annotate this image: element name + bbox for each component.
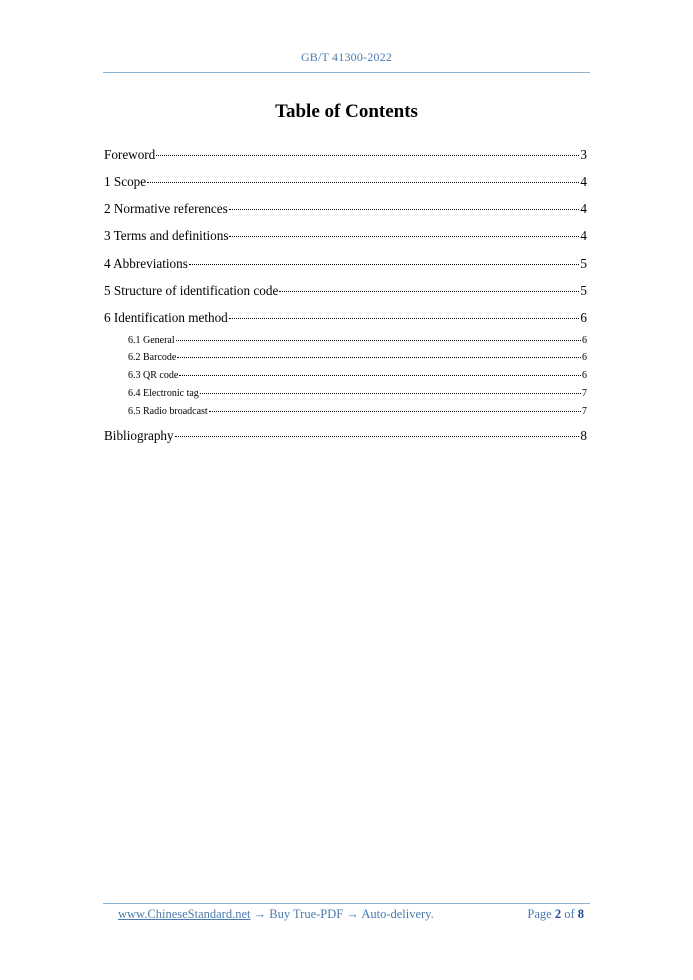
toc-entry-label: 6.1 General [128,335,175,346]
toc-entry-foreword[interactable] [104,147,587,163]
arrow-right-icon: → [253,907,267,921]
toc-leader-dots [156,155,579,156]
toc-leader-dots [200,393,581,394]
toc-entry-label: 5 Structure of identification code [104,283,279,298]
total-page-number: 8 [577,907,584,921]
page-footer [118,907,586,923]
toc-entry-page: 8 [580,428,587,443]
footer-divider [103,903,590,904]
toc-entry-page: 4 [580,174,587,189]
toc-leader-dots [179,375,581,376]
toc-entry-page: 6 [580,310,587,325]
toc-entry-scope[interactable] [104,174,587,190]
toc-entry-page: 6 [582,352,587,363]
toc-leader-dots [175,436,580,437]
toc-entry-label: Bibliography [104,428,174,443]
toc-leader-dots [279,291,579,292]
toc-leader-dots [189,264,580,265]
toc-entry-page: 7 [582,406,587,417]
toc-entry-label: 6.4 Electronic tag [128,388,199,399]
toc-entry-label: 6.3 QR code [128,370,179,381]
page-label: Page [527,907,552,921]
toc-leader-dots [209,411,581,412]
toc-entry-qr-code[interactable] [128,370,587,381]
toc-entry-electronic-tag[interactable] [128,388,587,399]
toc-entry-radio-broadcast[interactable] [128,406,587,417]
of-label: of [564,907,575,921]
toc-entry-label: 6.2 Barcode [128,352,177,363]
footer-promo [118,907,434,922]
toc-leader-dots [177,357,581,358]
toc-entry-page: 5 [580,256,587,271]
toc-entry-identification-method[interactable] [104,310,587,326]
toc-entry-normative-references[interactable] [104,201,587,217]
toc-entry-bibliography[interactable] [104,428,587,444]
toc-leader-dots [147,182,579,183]
toc-entry-label: 6.5 Radio broadcast [128,406,208,417]
toc-entry-abbreviations[interactable] [104,256,587,272]
arrow-right-icon: → [346,907,359,921]
current-page-number: 2 [554,907,562,921]
auto-delivery-text: Auto-delivery. [361,907,434,921]
page-number [527,907,584,922]
toc-entry-label: 2 Normative references [104,201,228,216]
toc-entry-page: 6 [582,335,587,346]
header-divider [103,72,590,73]
toc-entry-label: 6 Identification method [104,310,228,325]
toc-entry-structure-of-identification-code[interactable] [104,283,587,299]
toc-entry-page: 5 [580,283,587,298]
toc-title: Table of Contents [275,101,418,122]
toc-entry-label: 3 Terms and definitions [104,228,229,243]
toc-entry-label: Foreword [104,147,156,162]
toc-entry-page: 6 [582,370,587,381]
document-code-header: GB/T 41300-2022 [300,50,393,64]
toc-entry-label: 4 Abbreviations [104,256,188,271]
chinesestandard-link[interactable]: www.ChineseStandard.net [118,907,251,921]
toc-entry-barcode[interactable] [128,352,587,363]
toc-leader-dots [229,318,580,319]
toc-entry-page: 3 [580,147,587,162]
toc-entry-page: 4 [580,201,587,216]
toc-entry-general[interactable] [128,335,587,346]
toc-entry-label: 1 Scope [104,174,147,189]
toc-entry-page: 4 [580,228,587,243]
toc-entry-page: 7 [582,388,587,399]
toc-entry-terms-and-definitions[interactable] [104,228,587,244]
toc-leader-dots [229,209,580,210]
buy-true-pdf-text: Buy True-PDF [269,907,344,921]
toc-leader-dots [229,236,579,237]
toc-leader-dots [176,340,581,341]
